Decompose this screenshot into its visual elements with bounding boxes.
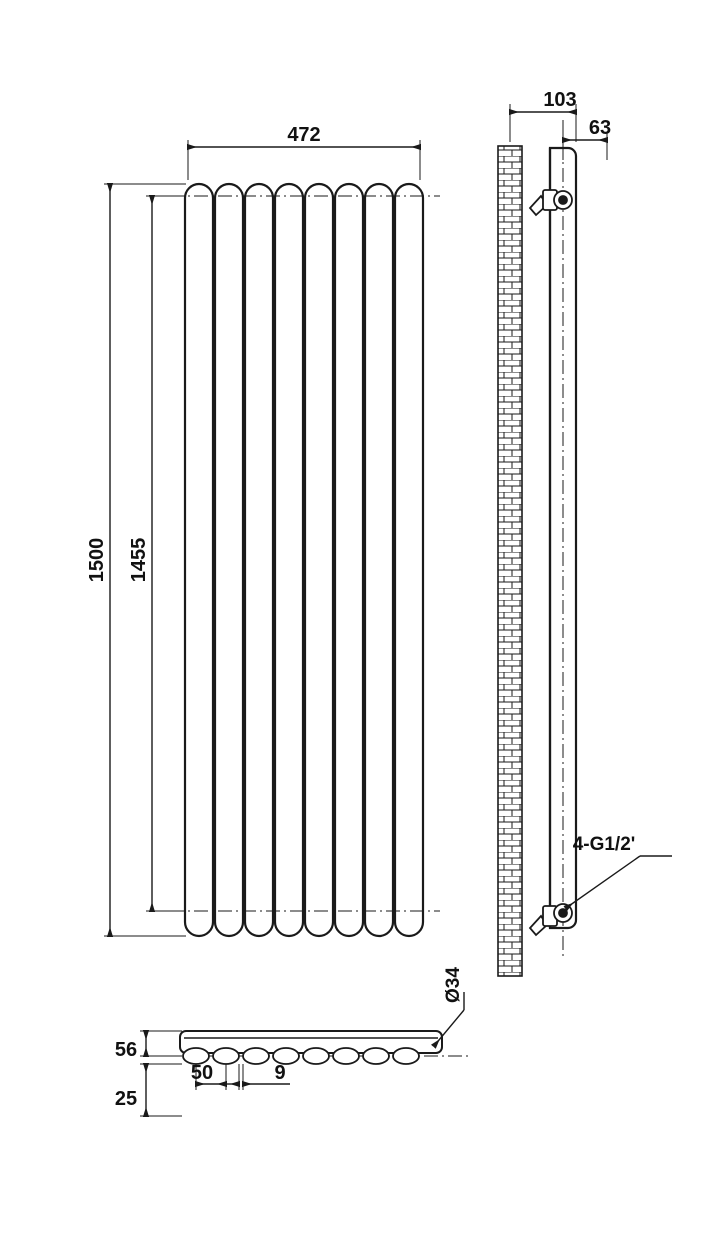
note-label-connection-thread: 4-G1/2': [572, 834, 636, 855]
front-fin: [395, 184, 423, 936]
dimension-label-depth-total: 103: [543, 89, 577, 111]
note-connection-thread: [566, 834, 672, 908]
wall-brick-hatch: [498, 146, 522, 976]
dimension-label-overall-height: 1500: [86, 537, 108, 583]
dimension-label-plan-offset: 25: [114, 1088, 138, 1110]
plan-fin: [213, 1048, 239, 1064]
plan-fin: [393, 1048, 419, 1064]
plan-fin: [243, 1048, 269, 1064]
dimension-plan-offset: [115, 1064, 182, 1116]
front-fin: [245, 184, 273, 936]
front-fin: [275, 184, 303, 936]
front-fin: [365, 184, 393, 936]
dimension-depth-total: [510, 89, 577, 142]
dimension-fin-pitch: [191, 1062, 226, 1090]
top-plan-view: [115, 967, 470, 1116]
dimension-panel-height: [128, 196, 186, 911]
side-elevation-view: [498, 89, 672, 976]
valve-bottom: [530, 904, 572, 935]
dimension-label-fin-gap: 9: [274, 1062, 286, 1084]
dimension-fin-gap: [225, 1062, 290, 1090]
dimension-label-fin-pitch: 50: [190, 1062, 214, 1084]
front-fin: [335, 184, 363, 936]
front-fin: [305, 184, 333, 936]
front-fins-group: [185, 184, 423, 936]
dimension-overall-width: [188, 124, 420, 180]
note-label-fin-diameter: Ø34: [443, 967, 464, 1003]
dimension-plan-depth: [115, 1031, 182, 1061]
dimension-label-panel-height: 1455: [128, 537, 150, 583]
plan-fin: [303, 1048, 329, 1064]
front-fin: [215, 184, 243, 936]
dimension-label-plan-depth: 56: [114, 1039, 138, 1061]
dimension-label-overall-width: 472: [287, 124, 321, 146]
plan-fin: [363, 1048, 389, 1064]
plan-fin: [333, 1048, 359, 1064]
front-elevation-view: [86, 124, 440, 936]
front-fin: [185, 184, 213, 936]
dimension-label-depth-bracket: 63: [588, 117, 612, 139]
